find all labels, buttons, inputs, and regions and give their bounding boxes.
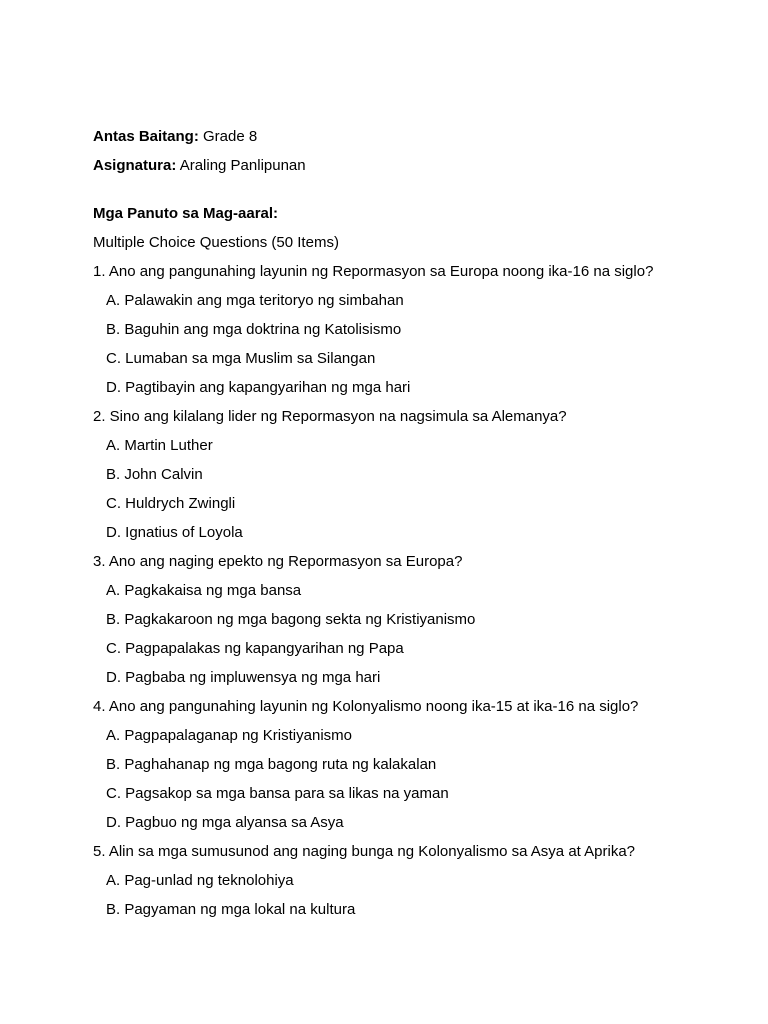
question-4-choice-b: B. Paghahanap ng mga bagong ruta ng kalakalan <box>106 756 437 773</box>
question-1-choice-b: B. Baguhin ang mga doktrina ng Katolisismo <box>106 321 402 338</box>
question-3-choice-a: A. Pagkakaisa ng mga bansa <box>106 582 302 599</box>
question-1-choice-a: A. Palawakin ang mga teritoryo ng simbahan <box>106 292 404 309</box>
question-1-choice-d: D. Pagtibayin ang kapangyarihan ng mga hari <box>106 379 411 396</box>
question-2: 2. Sino ang kilalang lider ng Repormasyon na nagsimula sa Alemanya? <box>93 408 567 425</box>
question-4: 4. Ano ang pangunahing layunin ng Kolonyalismo noong ika-15 at ika-16 na siglo? <box>93 698 639 715</box>
question-5: 5. Alin sa mga sumusunod ang naging bunga ng Kolonyalismo sa Asya at Aprika? <box>93 843 636 860</box>
question-3-choice-c: C. Pagpapalakas ng kapangyarihan ng Papa <box>106 640 404 657</box>
question-3: 3. Ano ang naging epekto ng Repormasyon sa Europa? <box>93 553 463 570</box>
document-content <box>93 126 733 928</box>
subject-value: Araling Panlipunan <box>179 157 306 174</box>
question-3-choice-b: B. Pagkakaroon ng mga bagong sekta ng Kristiyanismo <box>106 611 476 628</box>
question-2-choice-d: D. Ignatius of Loyola <box>106 524 243 541</box>
grade-label: Antas Baitang: <box>93 128 199 145</box>
question-2-choice-a: A. Martin Luther <box>106 437 213 454</box>
section-spacer <box>93 184 733 203</box>
question-4-choice-a: A. Pagpapalaganap ng Kristiyanismo <box>106 727 352 744</box>
instructions-subtitle: Multiple Choice Questions (50 Items) <box>93 234 339 251</box>
question-3-choice-d: D. Pagbaba ng impluwensya ng mga hari <box>106 669 381 686</box>
question-1: 1. Ano ang pangunahing layunin ng Repormasyon sa Europa noong ika-16 na siglo? <box>93 263 654 280</box>
question-2-choice-b: B. John Calvin <box>106 466 203 483</box>
question-1-choice-c: C. Lumaban sa mga Muslim sa Silangan <box>106 350 376 367</box>
grade-line <box>93 126 733 155</box>
question-5-choice-b: B. Pagyaman ng mga lokal na kultura <box>106 901 356 918</box>
question-4-choice-c: C. Pagsakop sa mga bansa para sa likas na yaman <box>106 785 449 802</box>
question-2-choice-c: C. Huldrych Zwingli <box>106 495 236 512</box>
subject-line <box>93 155 733 184</box>
grade-value: Grade 8 <box>203 128 258 145</box>
instructions-title: Mga Panuto sa Mag-aaral: <box>93 205 279 222</box>
question-5-choice-a: A. Pag-unlad ng teknolohiya <box>106 872 294 889</box>
question-4-choice-d: D. Pagbuo ng mga alyansa sa Asya <box>106 814 344 831</box>
subject-label: Asignatura: <box>93 157 177 174</box>
